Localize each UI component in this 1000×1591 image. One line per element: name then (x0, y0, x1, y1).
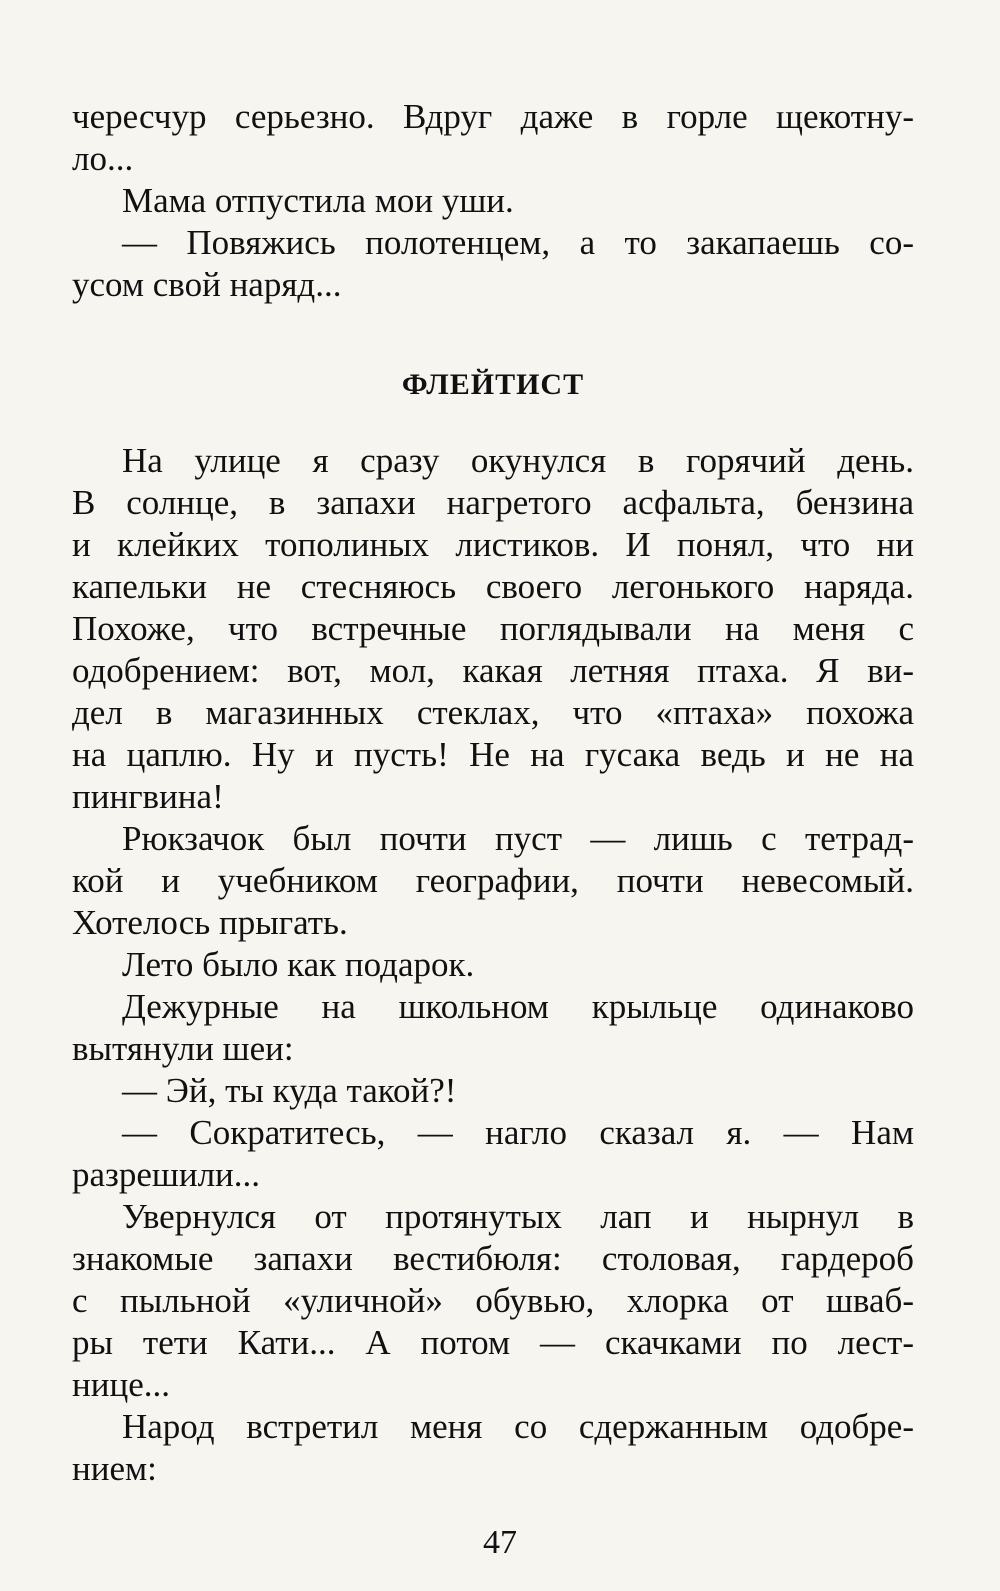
text-line: В солнце, в запахи нагретого асфальта, бензина (72, 483, 914, 522)
intro-text (72, 96, 914, 306)
text-line: вытянули шеи: (72, 1029, 294, 1068)
text-line: нице... (72, 1365, 170, 1404)
text-line: На улице я сразу окунулся в горячий день. (122, 441, 914, 480)
chapter-body (72, 440, 914, 1490)
text-line: пингвина! (72, 777, 224, 816)
text-line: капельки не стесняюсь своего легонького наряда. (72, 567, 914, 606)
text-line: и клейких тополиных листиков. И понял, что ни (72, 525, 914, 564)
text-line: Мама отпустила мои уши. (122, 181, 514, 220)
text-line: — Эй, ты куда такой?! (122, 1071, 457, 1110)
text-line: Народ встретил меня со сдержанным одобре- (122, 1407, 914, 1446)
text-line: Лето было как подарок. (122, 945, 475, 984)
text-line: Увернулся от протянутых лап и нырнул в (122, 1197, 914, 1236)
text-line: ло... (72, 139, 134, 178)
text-line: — Повяжись полотенцем, а то закапаешь со- (122, 223, 914, 262)
text-line: Хотелось прыгать. (72, 903, 348, 942)
text-line: — Сократитесь, — нагло сказал я. — Нам (122, 1113, 914, 1152)
text-line: Похоже, что встречные поглядывали на меня с (72, 609, 914, 648)
text-line: знакомые запахи вестибюля: столовая, гардероб (72, 1239, 914, 1278)
text-line: чересчур серьезно. Вдруг даже в горле щекотну- (72, 97, 914, 136)
text-line: разрешили... (72, 1155, 261, 1194)
text-line: нием: (72, 1449, 157, 1488)
text-line: одобрением: вот, мол, какая летняя птаха. Я ви- (72, 651, 914, 690)
text-line: Рюкзачок был почти пуст — лишь с тетрад- (122, 819, 914, 858)
text-line: на цаплю. Ну и пусть! Не на гусака ведь и не на (72, 735, 914, 774)
text-line: с пыльной «уличной» обувью, хлорка от шваб- (72, 1281, 914, 1320)
chapter-title: ФЛЕЙТИСТ (401, 368, 585, 401)
text-line: Дежурные на школьном крыльце одинаково (122, 987, 914, 1026)
text-line: усом свой наряд... (72, 265, 342, 304)
page-number: 47 (483, 1524, 517, 1561)
text-line: кой и учебником географии, почти невесомый. (72, 861, 914, 900)
text-line: дел в магазинных стеклах, что «птаха» похожа (72, 693, 914, 732)
text-line: ры тети Кати... А потом — скачками по лест- (72, 1323, 914, 1362)
